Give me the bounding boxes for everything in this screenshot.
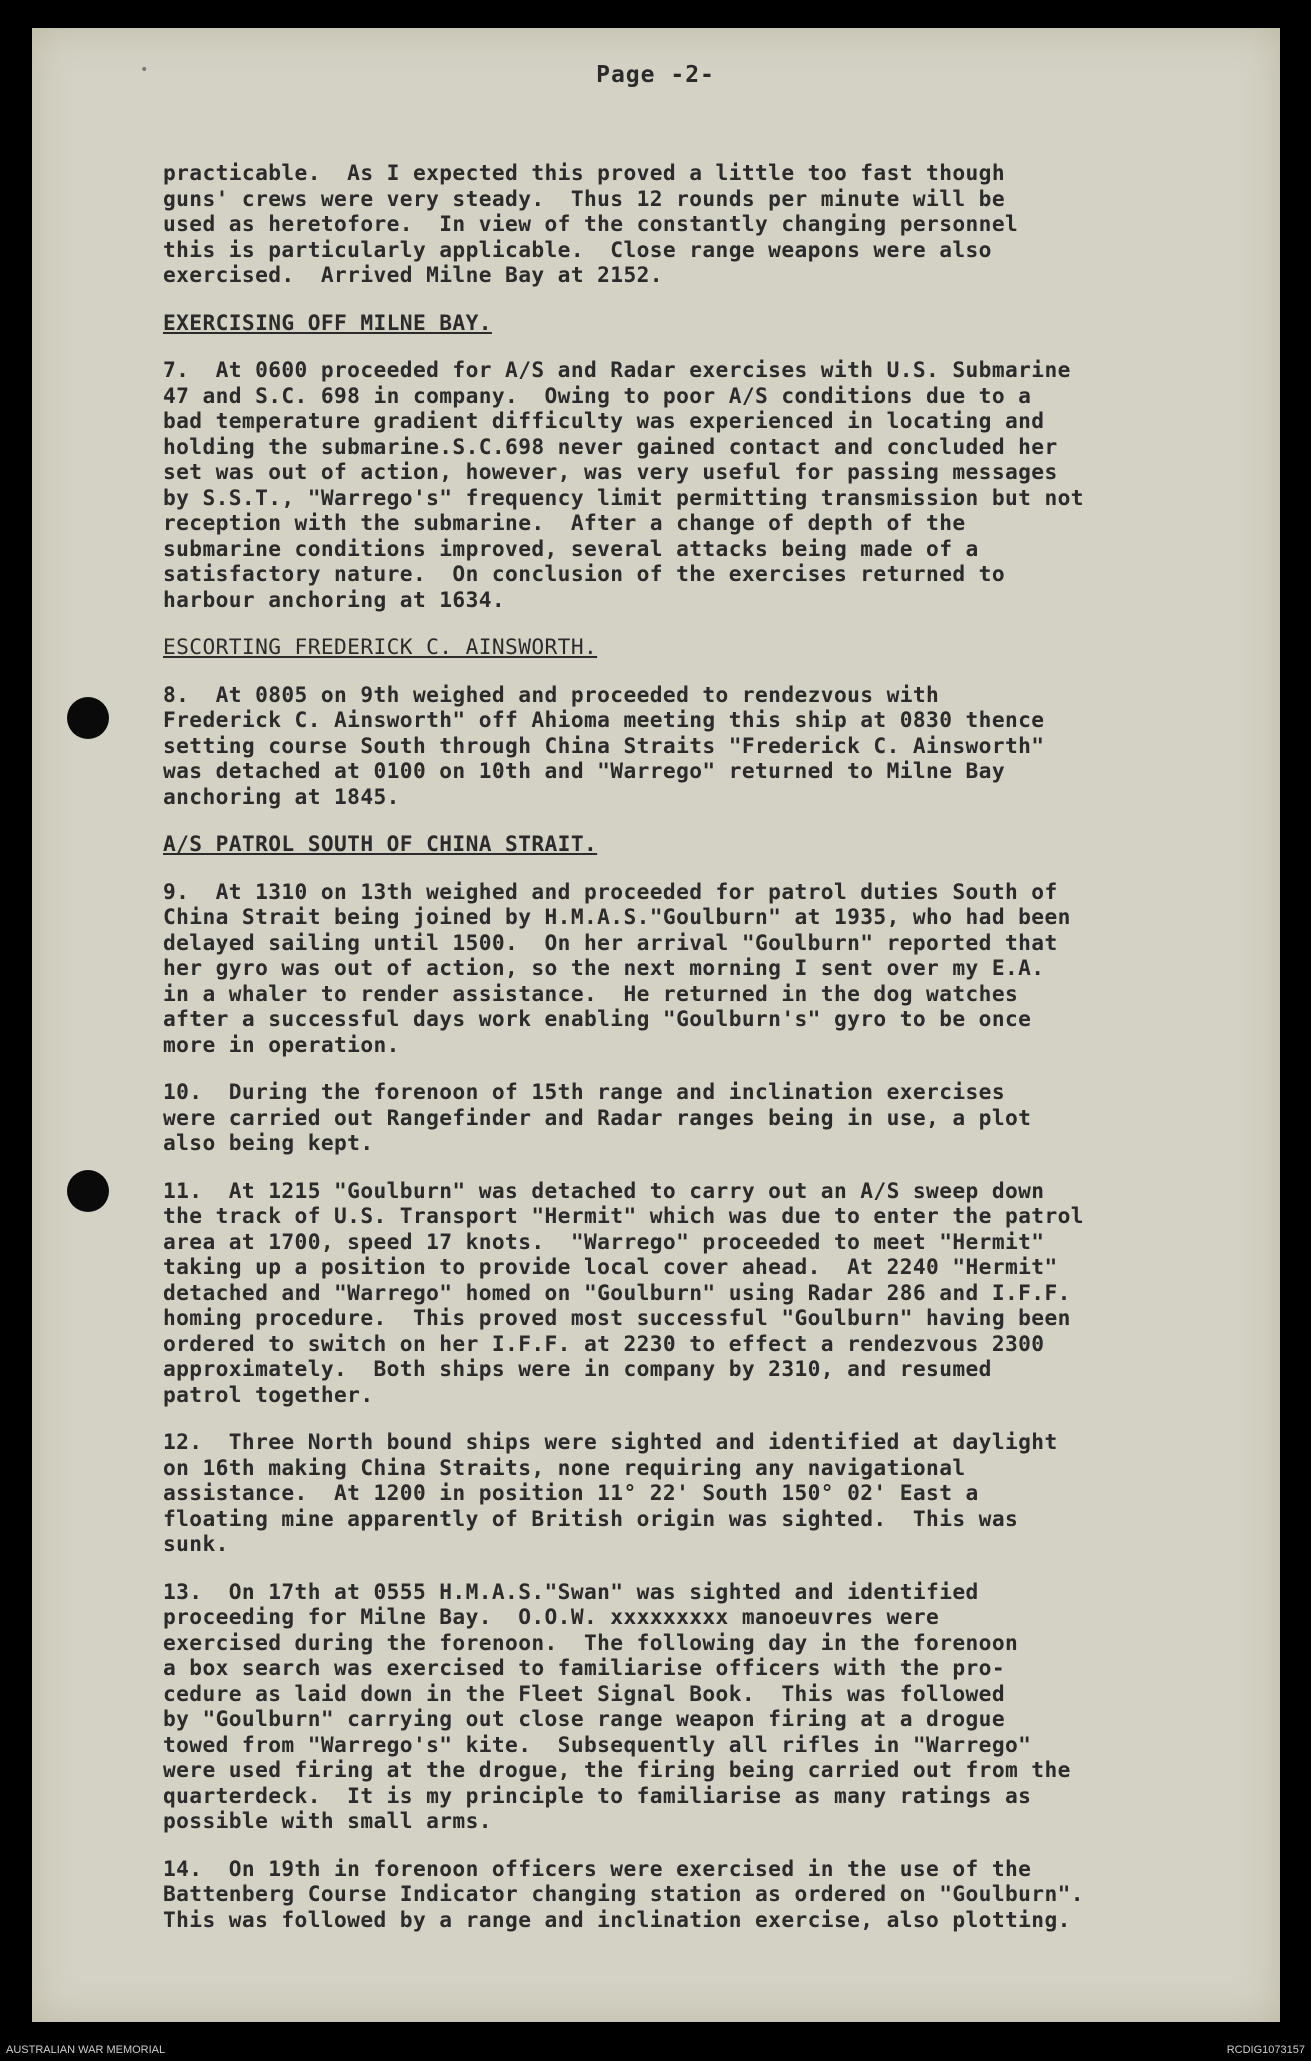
text-line: in a whaler to render assistance. He returned in the dog watches [163, 980, 1019, 1006]
text-line: China Strait being joined by H.M.A.S."Goulburn" at 1935, who had been [163, 904, 1071, 929]
text-line: this is particularly applicable. Close range weapons were also [163, 236, 992, 262]
heading-gap [163, 857, 1223, 879]
section-heading: ESCORTING FREDERICK C. AINSWORTH. [163, 634, 598, 659]
text-line: submarine conditions improved, several attacks being made of a [163, 535, 979, 561]
paragraph-gap [163, 1407, 1223, 1429]
paragraph-gap [163, 1156, 1223, 1178]
text-line: exercised. Arrived Milne Bay at 2152. [163, 262, 663, 287]
text-line: were used firing at the drogue, the firing being carried out from the [163, 1757, 1071, 1782]
paragraph [163, 1579, 1223, 1834]
margin-marks: • [140, 62, 149, 78]
text-line: on 16th making China Straits, none requiring any navigational [163, 1454, 966, 1480]
text-line: practicable. As I expected this proved a little too fast though [163, 160, 1005, 185]
text-line: satisfactory nature. On conclusion of the exercises returned to [163, 561, 1005, 586]
heading-gap [163, 335, 1223, 357]
text-line: Battenberg Course Indicator changing station as ordered on "Goulburn". [163, 1881, 1084, 1906]
text-line: her gyro was out of action, so the next morning I sent over my E.A. [163, 955, 1045, 980]
text-line: This was followed by a range and inclination exercise, also plotting. [163, 1906, 1071, 1932]
text-line: sunk. [163, 1531, 229, 1556]
text-line: 10. During the forenoon of 15th range and inclination exercises [163, 1079, 1005, 1104]
text-line: exercised during the forenoon. The following day in the forenoon [163, 1629, 1019, 1655]
paragraph [163, 1429, 1223, 1557]
paragraph-gap [163, 1834, 1223, 1856]
text-line: ordered to switch on her I.F.F. at 2230 to effect a rendezvous 2300 [163, 1330, 1045, 1356]
text-line: floating mine apparently of British origin was sighted. This was [163, 1505, 1019, 1531]
text-line: 11. At 1215 "Goulburn" was detached to carry out an A/S sweep down [163, 1177, 1045, 1203]
paragraph-gap [163, 288, 1223, 310]
text-line: bad temperature gradient difficulty was experienced in locating and [163, 408, 1045, 433]
text-line: reception with the submarine. After a change of depth of the [163, 510, 966, 535]
text-line: cedure as laid down in the Fleet Signal Book. This was followed [163, 1680, 1005, 1706]
text-line: anchoring at 1845. [163, 783, 400, 809]
text-line: proceeding for Milne Bay. O.O.W. xxxxxxxxx manoeuvres were [163, 1604, 940, 1629]
text-line: 47 and S.C. 698 in company. Owing to poor A/S conditions due to a [163, 382, 1032, 408]
paragraph-gap [163, 1057, 1223, 1079]
text-line: 12. Three North bound ships were sighted and identified at daylight [163, 1429, 1058, 1454]
text-line: after a successful days work enabling "Goulburn's" gyro to be once [163, 1006, 1032, 1031]
text-line: set was out of action, however, was very useful for passing messages [163, 459, 1058, 484]
punch-hole-top [67, 697, 109, 739]
heading-gap [163, 660, 1223, 682]
paragraph [163, 160, 1223, 288]
footer-credit: AUSTRALIAN WAR MEMORIAL [6, 2044, 166, 2056]
text-line: by S.S.T., "Warrego's" frequency limit permitting transmission but not [163, 484, 1084, 510]
text-line: quarterdeck. It is my principle to familiarise as many ratings as [163, 1782, 1032, 1808]
text-line: assistance. At 1200 in position 11° 22' South 150° 02' East a [163, 1480, 979, 1505]
text-line: taking up a position to provide local cover ahead. At 2240 "Hermit" [163, 1254, 1058, 1279]
section-heading: A/S PATROL SOUTH OF CHINA STRAIT. [163, 831, 598, 856]
paragraph [163, 1178, 1223, 1408]
paragraph-gap [163, 612, 1223, 634]
text-line: also being kept. [163, 1130, 374, 1155]
text-line: used as heretofore. In view of the constantly changing personnel [163, 211, 1019, 236]
paragraph [163, 1856, 1223, 1933]
text-line: was detached at 0100 on 10th and "Warrego" returned to Milne Bay [163, 758, 1005, 783]
text-line: 9. At 1310 on 13th weighed and proceeded for patrol duties South of [163, 878, 1058, 904]
text-line: more in operation. [163, 1031, 400, 1057]
text-line: holding the submarine.S.C.698 never gained contact and concluded her [163, 433, 1058, 459]
paragraph [163, 831, 1223, 1057]
text-line: possible with small arms. [163, 1808, 492, 1833]
footer-record-id: RCDIG1073157 [1226, 2044, 1305, 2056]
footer [0, 2039, 1311, 2061]
text-line: Frederick C. Ainsworth" off Ahioma meeting this ship at 0830 thence [163, 707, 1045, 732]
paragraph-gap [163, 1557, 1223, 1579]
text-line: 14. On 19th in forenoon officers were exercised in the use of the [163, 1855, 1032, 1881]
text-line: were carried out Rangefinder and Radar ranges being in use, a plot [163, 1104, 1032, 1130]
text-line: 13. On 17th at 0555 H.M.A.S."Swan" was sighted and identified [163, 1578, 979, 1604]
text-line: approximately. Both ships were in company by 2310, and resumed [163, 1356, 992, 1381]
text-line: a box search was exercised to familiarise officers with the pro- [163, 1655, 1005, 1680]
text-line: 7. At 0600 proceeded for A/S and Radar exercises with U.S. Submarine [163, 357, 1071, 382]
text-line: towed from "Warrego's" kite. Subsequently all rifles in "Warrego" [163, 1731, 1032, 1757]
text-line: homing procedure. This proved most successful "Goulburn" having been [163, 1305, 1071, 1330]
text-line: the track of U.S. Transport "Hermit" which was due to enter the patrol [163, 1203, 1084, 1228]
document-body [163, 160, 1223, 1932]
paragraph-gap [163, 809, 1223, 831]
text-line: area at 1700, speed 17 knots. "Warrego" proceeded to meet "Hermit" [163, 1228, 1045, 1254]
text-line: patrol together. [163, 1381, 374, 1407]
text-line: by "Goulburn" carrying out close range weapon firing at a drogue [163, 1706, 1005, 1731]
text-line: setting course South through China Straits "Frederick C. Ainsworth" [163, 732, 1045, 758]
paragraph [163, 634, 1223, 809]
page-number: Page -2- [596, 62, 715, 88]
text-line: detached and "Warrego" homed on "Goulburn" using Radar 286 and I.F.F. [163, 1279, 1071, 1305]
text-line: delayed sailing until 1500. On her arrival "Goulburn" reported that [163, 929, 1058, 955]
section-heading: EXERCISING OFF MILNE BAY. [163, 309, 492, 335]
punch-hole-bottom [67, 1170, 109, 1212]
text-line: harbour anchoring at 1634. [163, 586, 506, 612]
paragraph [163, 1079, 1223, 1156]
text-line: 8. At 0805 on 9th weighed and proceeded to rendezvous with [163, 681, 940, 707]
text-line: guns' crews were very steady. Thus 12 rounds per minute will be [163, 185, 1005, 211]
paragraph [163, 310, 1223, 613]
